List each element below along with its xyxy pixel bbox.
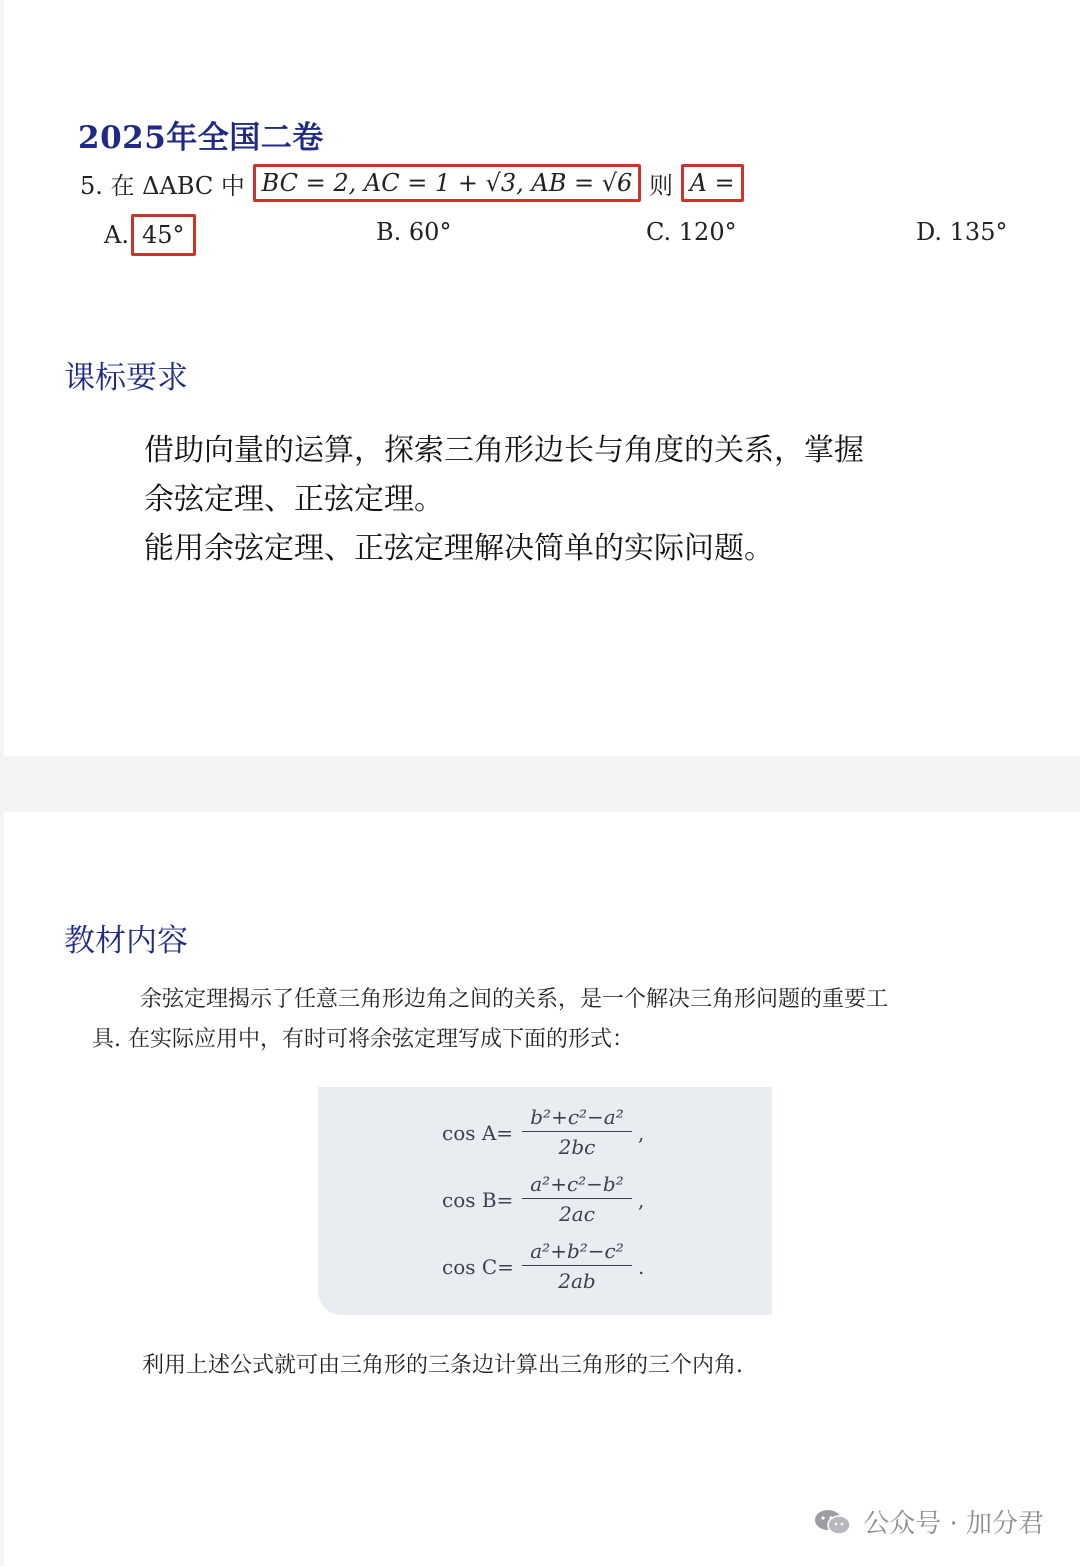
- option-value: 135°: [949, 218, 1008, 246]
- punctuation: ,: [638, 1188, 645, 1212]
- denominator: 2bc: [558, 1135, 596, 1159]
- denominator: 2ab: [558, 1269, 596, 1293]
- exam-title: 2025年全国二卷: [78, 120, 324, 156]
- formula-box: [318, 1087, 772, 1315]
- option-a: [104, 214, 196, 256]
- option-c: [646, 218, 737, 246]
- option-letter: B.: [376, 218, 402, 246]
- curriculum-line: 借助向量的运算，探索三角形边长与角度的关系，掌握: [144, 433, 864, 468]
- watermark: [813, 1503, 1044, 1540]
- exam-card: [4, 0, 1080, 756]
- curriculum-line: 能用余弦定理、正弦定理解决简单的实际问题。: [144, 531, 774, 566]
- formula-lhs: cos C=: [442, 1255, 514, 1279]
- option-letter: A.: [104, 221, 129, 249]
- textbook-card: [4, 812, 1080, 1566]
- wechat-icon: [813, 1508, 853, 1536]
- option-b: [376, 218, 451, 246]
- option-letter: D.: [916, 218, 943, 246]
- fraction: [522, 1237, 632, 1294]
- question-line: [80, 164, 744, 204]
- textbook-paragraph-line: 具. 在实际应用中，有时可将余弦定理写成下面的形式：: [92, 1027, 634, 1052]
- numerator: a²+b²−c²: [522, 1237, 632, 1266]
- textbook-heading: 教材内容: [64, 923, 188, 959]
- asked-angle-box: A =: [681, 164, 744, 202]
- option-d: [916, 218, 1007, 246]
- question-mid: 则: [648, 171, 673, 200]
- curriculum-line: 余弦定理、正弦定理。: [144, 482, 444, 517]
- fraction: [522, 1170, 632, 1227]
- numerator: b²+c²−a²: [522, 1103, 632, 1132]
- curriculum-text: [144, 426, 944, 573]
- option-value: 120°: [678, 218, 737, 246]
- formula-lhs: cos A=: [442, 1121, 514, 1145]
- given-conditions-box: BC = 2, AC = 1 + √3, AB = √6: [253, 164, 642, 202]
- watermark-text: 公众号 · 加分君: [863, 1509, 1044, 1539]
- punctuation: ,: [638, 1121, 645, 1145]
- textbook-conclusion: 利用上述公式就可由三角形的三条边计算出三角形的三个内角.: [142, 1353, 743, 1378]
- curriculum-heading: 课标要求: [64, 360, 188, 396]
- numerator: a²+c²−b²: [522, 1170, 632, 1199]
- denominator: 2ac: [559, 1202, 595, 1226]
- punctuation: .: [638, 1255, 645, 1279]
- question-prefix: 5. 在 ΔABC 中: [80, 171, 245, 200]
- option-a-answer-box: 45°: [131, 214, 196, 256]
- fraction: [522, 1103, 632, 1160]
- option-value: 60°: [408, 218, 452, 246]
- option-letter: C.: [646, 218, 672, 246]
- formula-lhs: cos B=: [442, 1188, 514, 1212]
- textbook-paragraph-line: 余弦定理揭示了任意三角形边角之间的关系，是一个解决三角形问题的重要工: [140, 987, 889, 1012]
